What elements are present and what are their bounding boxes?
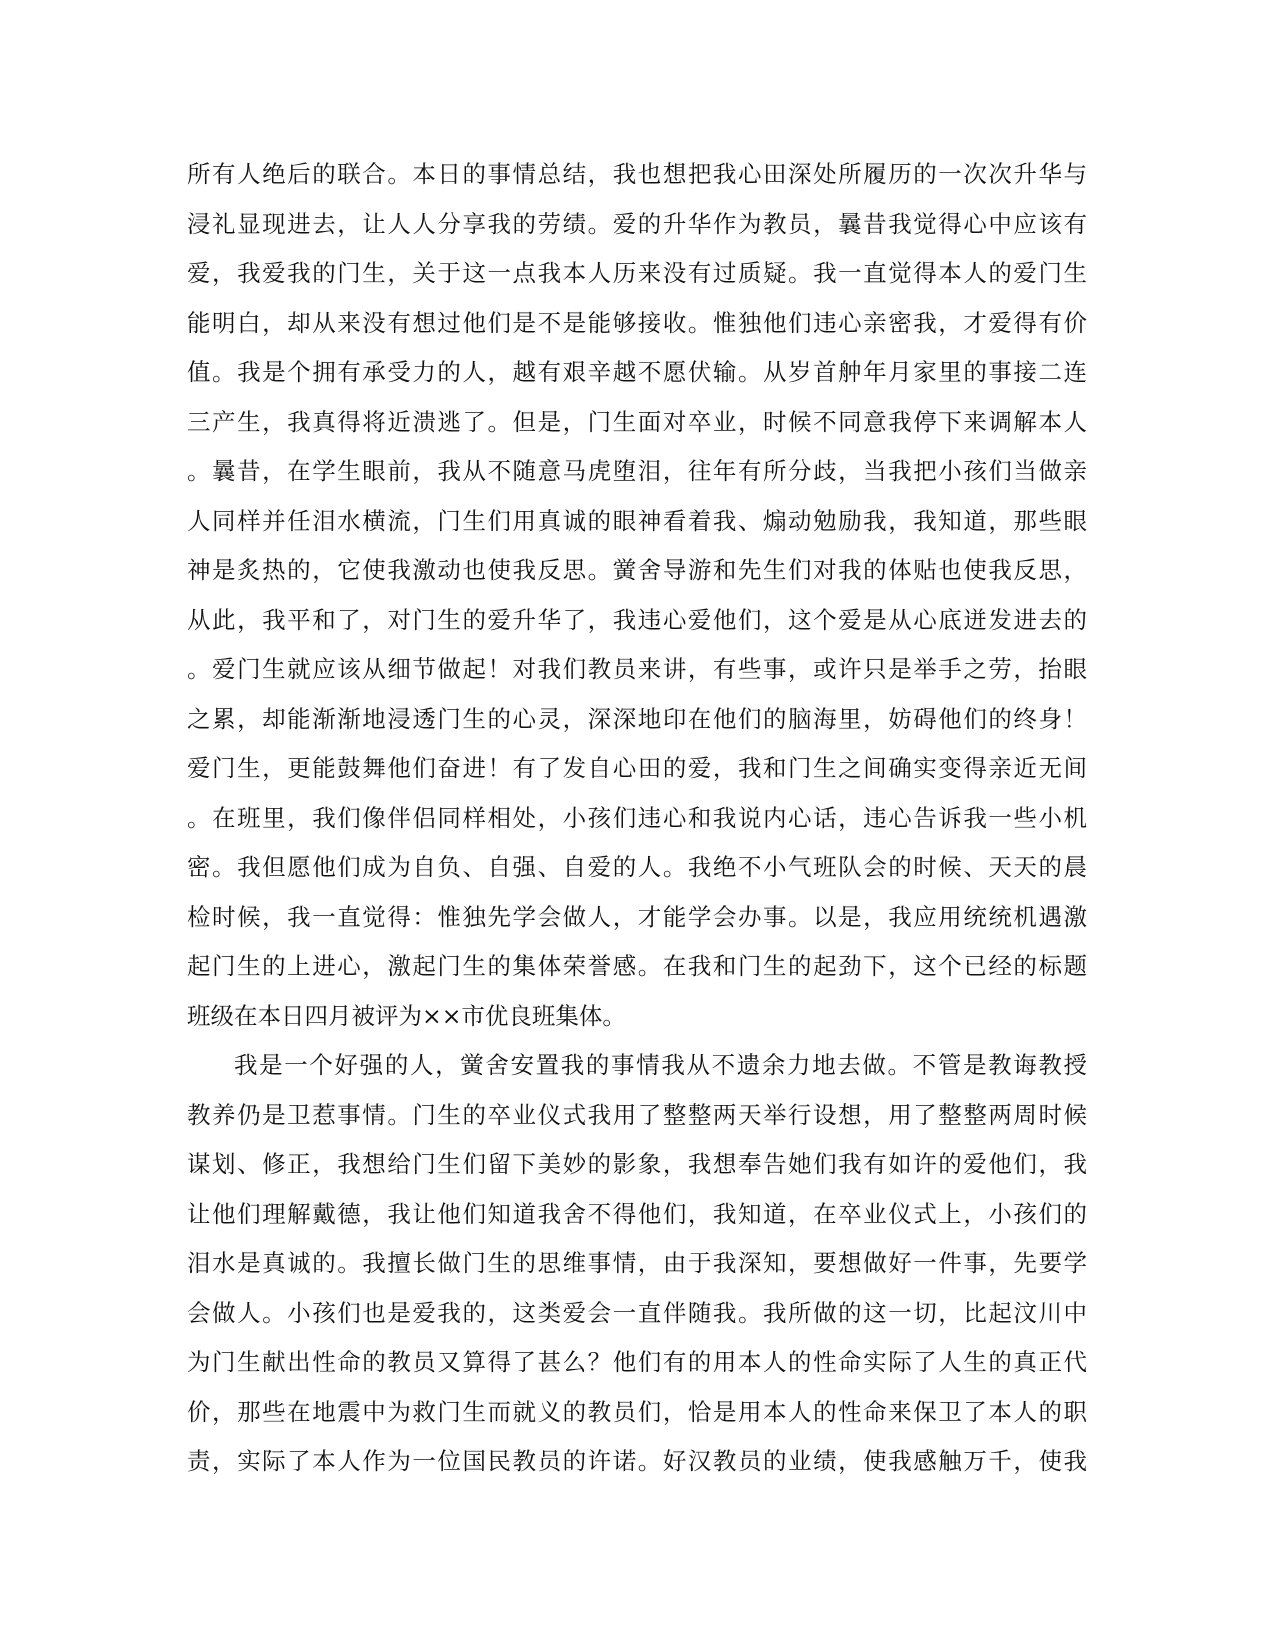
- text-line: 价，那些在地震中为救门生而就义的教员们，恰是用本人的性命来保卫了本人的职: [187, 1397, 1087, 1426]
- text-line: 起门生的上进心，激起门生的集体荣誉感。在我和门生的起劲下，这个已经的标题: [187, 952, 1087, 980]
- body-text: [187, 150, 1087, 1487]
- text-line: 谋划、修正，我想给门生们留下美妙的影象，我想奉告她们我有如许的爱他们，我: [187, 1150, 1087, 1178]
- text-line: 爱门生，更能鼓舞他们奋进！有了发自心田的爱，我和门生之间确实变得亲近无间: [187, 754, 1087, 782]
- text-line: 。曩昔，在学生眼前，我从不随意马虎堕泪，往年有所分歧，当我把小孩们当做亲: [187, 457, 1087, 485]
- text-line: 。在班里，我们像伴侣同样相处，小孩们违心和我说内心话，违心告诉我一些小机: [187, 803, 1087, 832]
- text-line: 爱，我爱我的门生，关于这一点我本人历来没有过质疑。我一直觉得本人的爱门生: [187, 259, 1087, 287]
- text-line: 密。我但愿他们成为自负、自强、自爱的人。我绝不小气班队会的时候、天天的晨: [187, 853, 1087, 881]
- text-line: 从此，我平和了，对门生的爱升华了，我违心爱他们，这个爱是从心底迸发进去的: [187, 605, 1087, 634]
- text-line: 值。我是个拥有承受力的人，越有艰辛越不愿伏输。从岁首舯年月家里的事接二连: [187, 358, 1087, 386]
- text-line: 班级在本日四月被评为××市优良班集体。: [187, 1001, 626, 1030]
- text-line: 所有人绝后的联合。本日的事情总结，我也想把我心田深处所履历的一次次升华与: [187, 160, 1087, 188]
- text-line: 浸礼显现进去，让人人分享我的劳绩。爱的升华作为教员，曩昔我觉得心中应该有: [187, 209, 1087, 238]
- text-line: 。爱门生就应该从细节做起！对我们教员来讲，有些事，或许只是举手之劳，抬眼: [187, 655, 1087, 683]
- text-line: 教养仍是卫惹事情。门生的卒业仪式我用了整整两天举行设想，用了整整两周时候: [187, 1100, 1087, 1129]
- text-line: 为门生献出性命的教员又算得了甚么？他们有的用本人的性命实际了人生的真正代: [187, 1348, 1087, 1376]
- paragraph-first-line: 我是一个好强的人，黉舍安置我的事情我从不遗余力地去做。不管是教诲教授: [234, 1051, 1087, 1079]
- text-line: 责，实际了本人作为一位国民教员的许诺。好汉教员的业绩，使我感触万千，使我: [187, 1447, 1087, 1475]
- text-line: 会做人。小孩们也是爱我的，这类爱会一直伴随我。我所做的这一切，比起汶川中: [187, 1298, 1087, 1327]
- text-line: 神是炙热的，它使我激动也使我反思。黉舍导游和先生们对我的体贴也使我反思，: [187, 556, 1087, 584]
- text-line: 人同样并任泪水横流，门生们用真诚的眼神看着我、煽动勉励我，我知道，那些眼: [187, 506, 1087, 535]
- text-line: 泪水是真诚的。我擅长做门生的思维事情，由于我深知，要想做好一件事，先要学: [187, 1249, 1087, 1277]
- text-line: 检时候，我一直觉得：惟独先学会做人，才能学会办事。以是，我应用统统机遇激: [187, 902, 1087, 931]
- text-line: 能明白，却从来没有想过他们是不是能够接收。惟独他们违心亲密我，才爱得有价: [187, 308, 1087, 337]
- text-line: 让他们理解戴德，我让他们知道我舍不得他们，我知道，在卒业仪式上，小孩们的: [187, 1199, 1087, 1228]
- text-line: 三产生，我真得将近溃逃了。但是，门生面对卒业，时候不同意我停下来调解本人: [187, 407, 1087, 436]
- text-line: 之累，却能渐渐地浸透门生的心灵，深深地印在他们的脑海里，妨碍他们的终身！: [187, 704, 1087, 733]
